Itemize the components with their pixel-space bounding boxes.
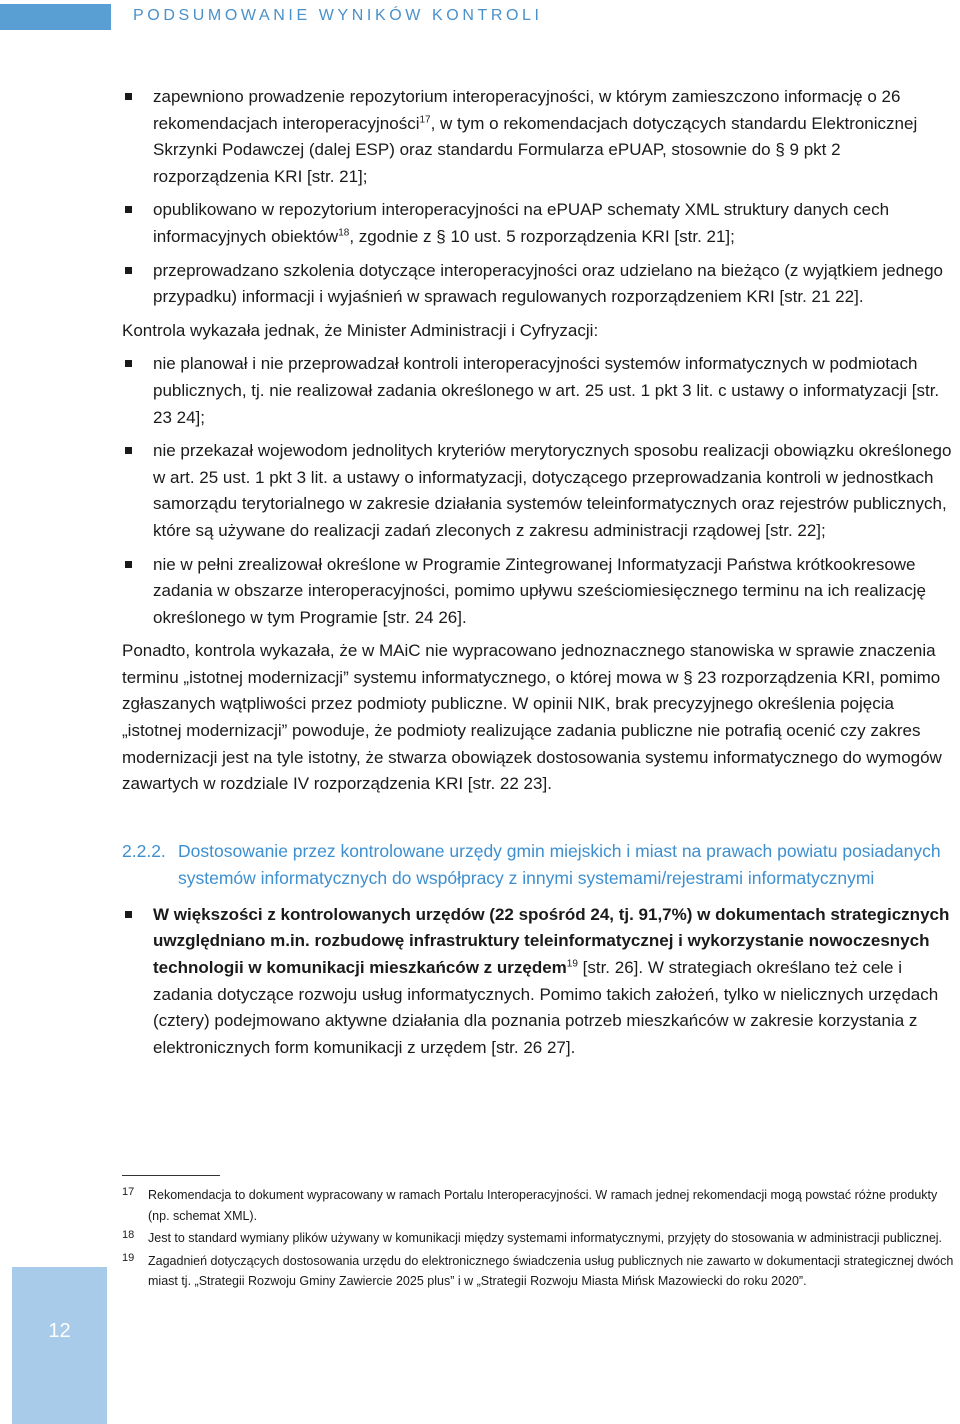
footnote-ref[interactable]: 19 — [566, 958, 578, 970]
bullet-list-deficiencies — [122, 351, 958, 631]
list-item — [122, 552, 958, 632]
footnote-divider — [122, 1175, 220, 1176]
footnote — [122, 1185, 958, 1226]
footnotes — [122, 1185, 958, 1294]
paragraph-ponadto: Ponadto, kontrola wykazała, że w MAiC nie wypracowano jednoznacznego stanowiska w sprawie znaczenia terminu „istotnej modernizacji” systemu informatycznego, o której mowa w § 23 rozporządzenia KRI, pomimo zgłaszanych wątpliwości przez podmioty publiczne. W opinii NIK, brak precyzyjnego określenia pojęcia „istotnej modernizacji” powoduje, że podmioty realizujące zadania publiczne nie potrafią ocenić czy zakres modernizacji jest na tyle istotny, że stwarza obowiązek dostosowania systemu informatycznego do wymogów zawartych w rozdziale IV rozporządzenia KRI [str. 22 23]. — [122, 641, 942, 794]
footnote-text: Zagadnień dotyczących dostosowania urzędu do elektronicznego świadczenia usług publicznych nie zawarto w dokumentacji strategicznej dwóch miast tj. „Strategii Rozwoju Gminy Zawiercie 2025 plus” i w „Strategii Rozwoju Miasta Mińsk Mazowiecki do roku 2020”. — [148, 1253, 954, 1288]
section-number: 2.2.2. — [122, 840, 166, 861]
list-item — [122, 438, 958, 544]
section-heading — [122, 838, 958, 893]
bold-finding: W większości z kontrolowanych urzędów (22 spośród 24, tj. 91,7%) w dokumentach strategicznych uwzględniano m.in. rozbudowę infrastruktury teleinformatycznej i wykorzystanie nowoczesnych technologii w komunikacji mieszkańców z urzędem — [153, 904, 950, 978]
paragraph-kontrola: Kontrola wykazała jednak, że Minister Administracji i Cyfryzacji: — [122, 320, 599, 340]
header-color-block — [0, 4, 111, 30]
finding-rest: W strategiach określano też cele i zadania dotyczące rozwoju usług informatycznych. Pomimo takich założeń, tylko w nielicznych urzędach (cztery) podejmowano aktywne działania dla poznania potrzeb mieszkańców w zakresie korzystania z elektronicznych form komunikacji z urzędem [str. 26 27]. — [153, 958, 939, 1057]
page-number-box — [12, 1267, 107, 1424]
list-item — [122, 197, 958, 250]
bullet-list-findings — [122, 84, 958, 311]
footnote-ref[interactable]: 18 — [338, 227, 350, 239]
running-header: PODSUMOWANIE WYNIKÓW KONTROLI — [133, 7, 543, 24]
list-item — [122, 902, 958, 1062]
list-item-text: przeprowadzano szkolenia dotyczące interoperacyjności oraz udzielano na bieżąco (z wyjątkiem jednego przypadku) informacji i wyjaśnień w sprawach regulowanych rozporządzeniem KRI [str. 21 22]. — [153, 260, 943, 307]
footnote-text: Rekomendacja to dokument wypracowany w ramach Portalu Interoperacyjności. W ramach jednej rekomendacji mogą powstać różne produkty (np. schemat XML). — [148, 1188, 938, 1223]
footnote-text: Jest to standard wymiany plików używany w komunikacji między systemami informatycznymi, przyjęty do stosowania w administracji publicznej. — [148, 1231, 943, 1245]
list-item-text: nie przekazał wojewodom jednolitych kryteriów merytorycznych sposobu realizacji obowiązku określonego w art. 25 ust. 1 pkt 3 lit. a ustawy o informatyzacji, dotyczącego przeprowadzania kontroli w jednostkach samorządu terytorialnego w zakresie działania systemów teleinformatycznych oraz rejestrów publicznych, które są używane do realizacji zadań zleconych z zakresu administracji rządowej [str. 22]; — [153, 441, 952, 540]
list-item-text: nie w pełni zrealizował określone w Programie Zintegrowanej Informatyzacji Państwa krótkookresowe zadania w obszarze interoperacyjności, pomimo upływu sześciomiesięcznego terminu na ich realizację określonego w tym Programie [str. 24 26]. — [153, 554, 926, 627]
list-item — [122, 84, 958, 190]
list-item — [122, 258, 958, 311]
finding-ref: [str. 26]. — [577, 958, 644, 978]
main-content — [122, 84, 958, 1068]
list-item-text: , w tym o rekomendacjach dotyczących standardu Elektronicznej Skrzynki Podawczej (dalej ESP) oraz standardu Formularza ePUAP, stosownie do § 9 pkt 2 rozporządzenia KRI [str. 21]; — [153, 113, 918, 186]
page-number: 12 — [48, 1320, 71, 1342]
footnote — [122, 1228, 958, 1249]
list-item-text: nie planował i nie przeprowadzał kontroli interoperacyjności systemów informatycznych w podmiotach publicznych, tj. nie realizował zadania określonego w art. 25 ust. 1 pkt 3 lit. c ustawy o informatyzacji [str. 23 24]; — [153, 354, 940, 427]
list-item-text: zapewniono prowadzenie repozytorium interoperacyjności, w którym zamieszczono informację o 26 rekomendacjach interoperacyjności — [153, 87, 901, 133]
footnote-number: 17 — [122, 1186, 135, 1198]
list-item — [122, 351, 958, 431]
list-item-text: opublikowano w repozytorium interoperacyjności na ePUAP schematy XML struktury danych cech informacyjnych obiektów — [153, 200, 890, 246]
footnote-ref[interactable]: 17 — [419, 113, 431, 125]
bullet-list-section — [122, 902, 958, 1062]
footnote — [122, 1251, 958, 1292]
footnote-number: 19 — [122, 1251, 135, 1264]
list-item-text: , zgodnie z § 10 ust. 5 rozporządzenia KRI [str. 21]; — [349, 226, 735, 246]
section-title: Dostosowanie przez kontrolowane urzędy gmin miejskich i miast na prawach powiatu posiadanych systemów informatycznych do współpracy z innymi systemami/rejestrami informatycznymi — [178, 840, 941, 889]
footnote-number: 18 — [122, 1229, 135, 1241]
